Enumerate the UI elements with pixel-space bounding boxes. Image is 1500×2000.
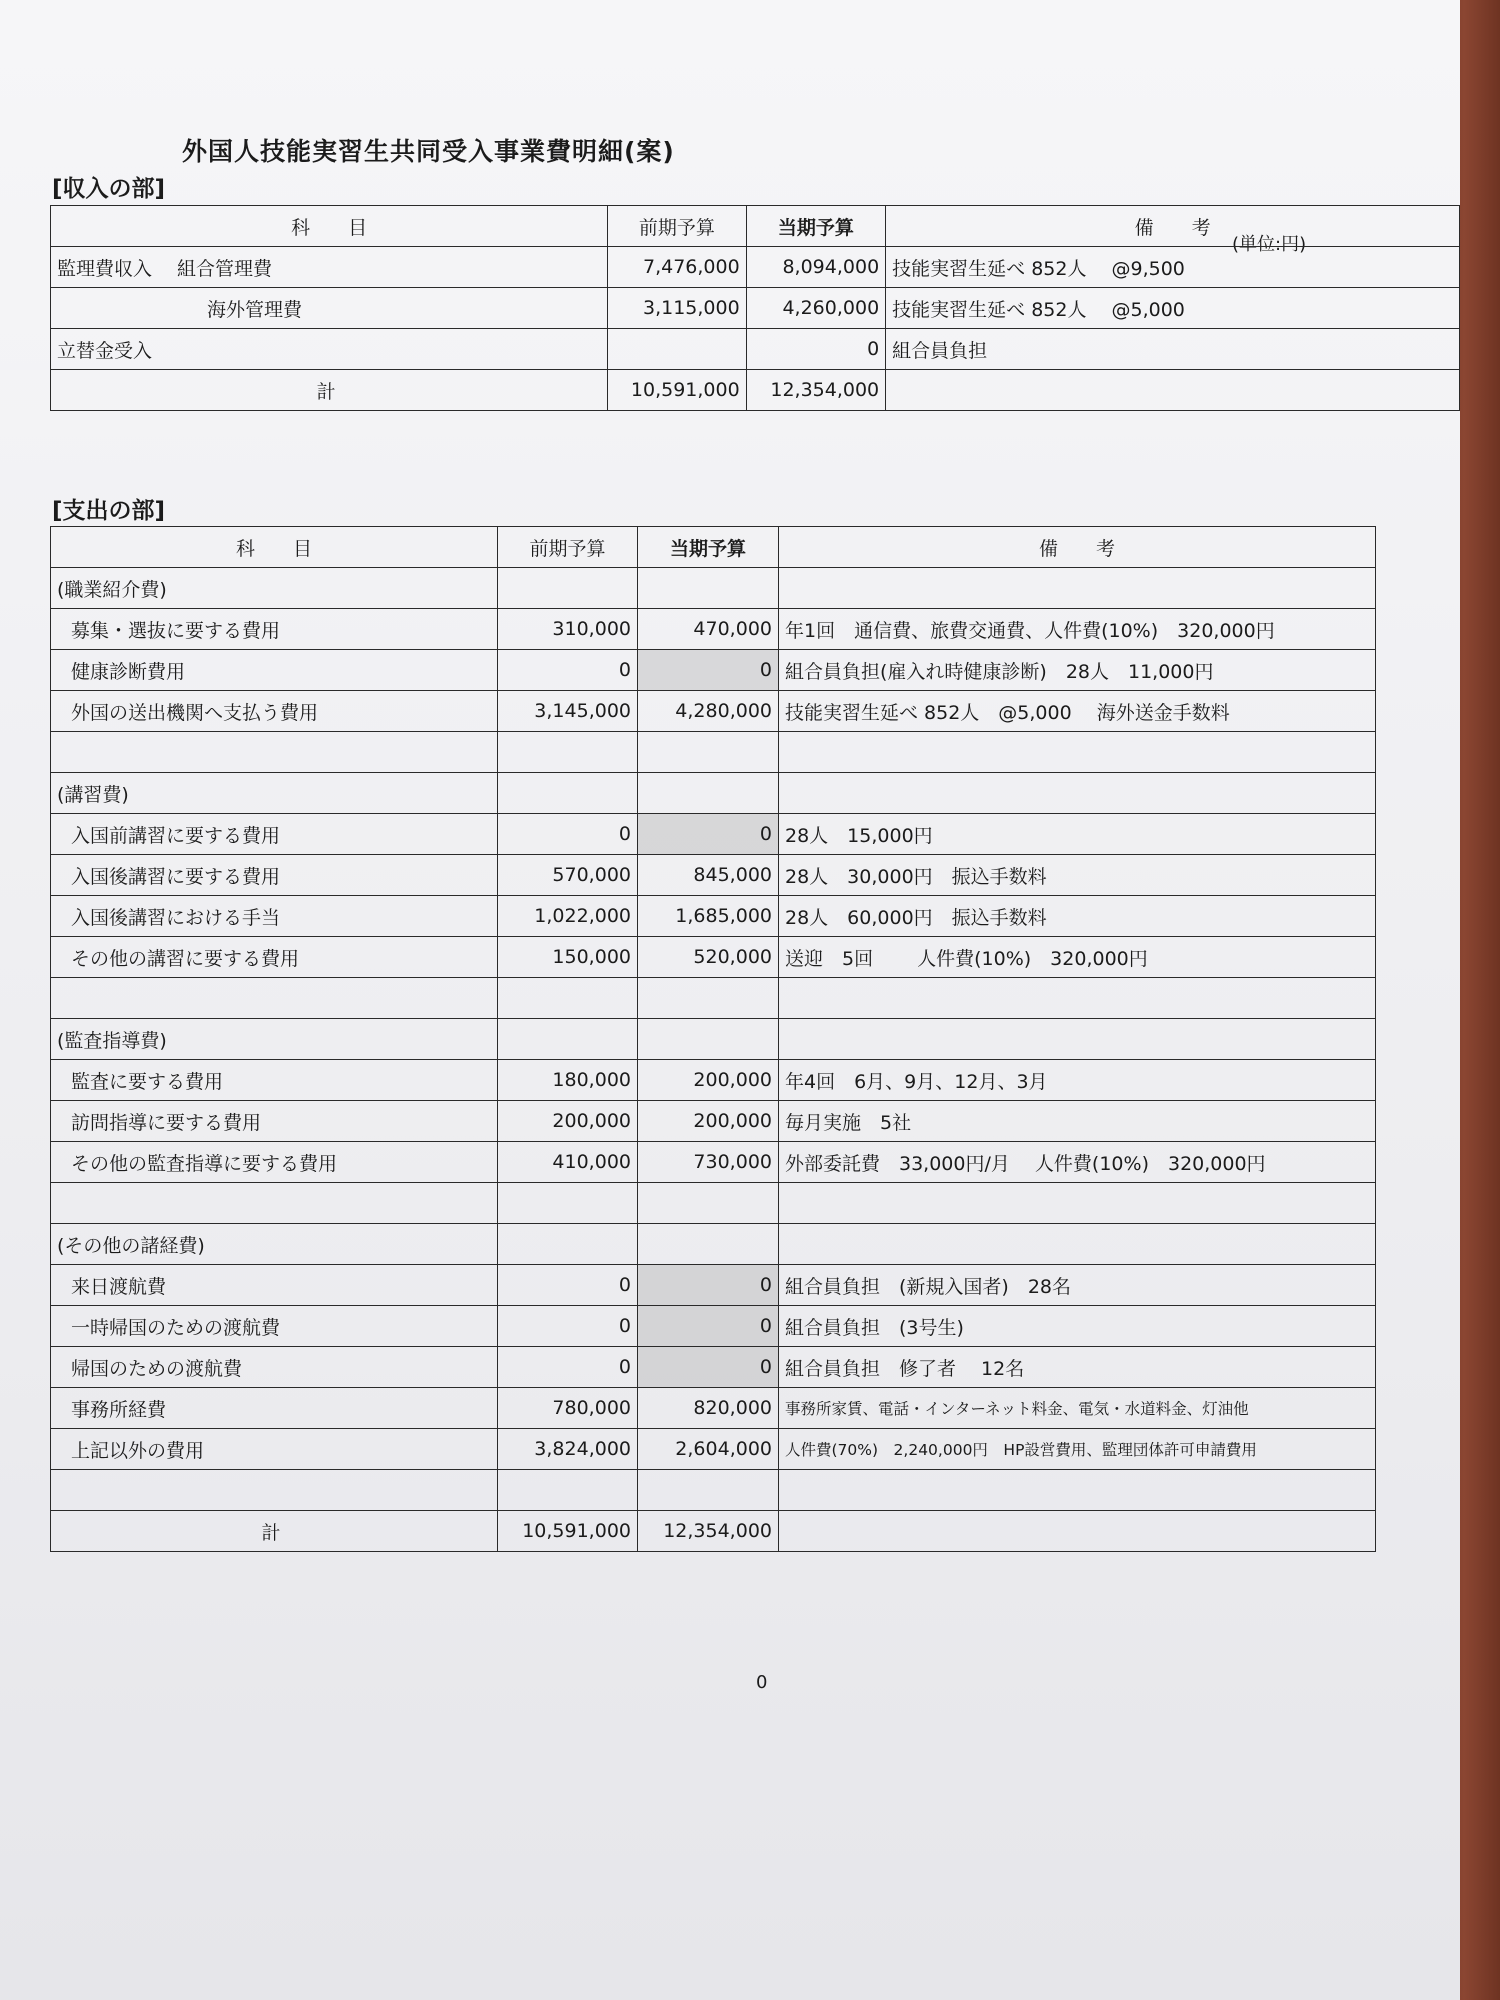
empty-cell: [51, 1183, 498, 1224]
category-label: (監査指導費): [51, 1019, 498, 1060]
blank-row: [51, 978, 1376, 1019]
table-row: [51, 691, 1376, 732]
row-current-budget: 845,000: [638, 855, 779, 896]
row-remarks: 技能実習生延べ 852人 @5,000 海外送金手数料: [779, 691, 1376, 732]
category-row: [51, 1019, 1376, 1060]
total-label: 計: [51, 1511, 498, 1552]
row-prev-budget: 3,824,000: [498, 1429, 638, 1470]
table-row: [51, 1388, 1376, 1429]
row-remarks: 年1回 通信費、旅費交通費、人件費(10%) 320,000円: [779, 609, 1376, 650]
table-row: [51, 1101, 1376, 1142]
row-prev-budget: 3,145,000: [498, 691, 638, 732]
row-remarks: 外部委託費 33,000円/月 人件費(10%) 320,000円: [779, 1142, 1376, 1183]
row-subject: その他の講習に要する費用: [51, 937, 498, 978]
category-row: [51, 1224, 1376, 1265]
table-row: [51, 814, 1376, 855]
row-subject: その他の監査指導に要する費用: [51, 1142, 498, 1183]
expense-header-row: [51, 527, 1376, 568]
row-current-budget: 8,094,000: [746, 247, 885, 288]
row-prev-budget: 180,000: [498, 1060, 638, 1101]
total-prev-budget: 10,591,000: [498, 1511, 638, 1552]
row-prev-budget: 200,000: [498, 1101, 638, 1142]
empty-cell: [498, 1183, 638, 1224]
unit-label: (単位:円): [1232, 234, 1307, 255]
empty-cell: [498, 1470, 638, 1511]
empty-cell: [498, 732, 638, 773]
row-prev-budget: 7,476,000: [608, 247, 747, 288]
empty-cell: [779, 568, 1376, 609]
empty-cell: [51, 1470, 498, 1511]
table-row: [51, 1347, 1376, 1388]
row-current-budget: 200,000: [638, 1101, 779, 1142]
row-current-budget: 0: [638, 1306, 779, 1347]
table-row: [51, 1060, 1376, 1101]
row-prev-budget: 0: [498, 814, 638, 855]
row-prev-budget: 0: [498, 1265, 638, 1306]
row-subject: 訪問指導に要する費用: [51, 1101, 498, 1142]
row-subject: 入国後講習に要する費用: [51, 855, 498, 896]
header-current-budget: 当期予算: [746, 206, 885, 247]
empty-cell: [498, 1019, 638, 1060]
row-current-budget: 520,000: [638, 937, 779, 978]
header-remarks: 備 考: [779, 527, 1376, 568]
empty-cell: [779, 1183, 1376, 1224]
row-remarks: 送迎 5回 人件費(10%) 320,000円: [779, 937, 1376, 978]
table-row: [51, 1142, 1376, 1183]
row-subject: 一時帰国のための渡航費: [51, 1306, 498, 1347]
row-subject: 健康診断費用: [51, 650, 498, 691]
row-prev-budget: 570,000: [498, 855, 638, 896]
table-row: [51, 855, 1376, 896]
row-current-budget: 4,280,000: [638, 691, 779, 732]
category-row: [51, 568, 1376, 609]
row-remarks: 事務所家賃、電話・インターネット料金、電気・水道料金、灯油他: [779, 1388, 1376, 1429]
row-prev-budget: 3,115,000: [608, 288, 747, 329]
document-title: 外国人技能実習生共同受入事業費明細(案): [182, 137, 675, 166]
empty-cell: [51, 978, 498, 1019]
row-current-budget: 4,260,000: [746, 288, 885, 329]
row-subject: 入国後講習における手当: [51, 896, 498, 937]
row-remarks: 28人 30,000円 振込手数料: [779, 855, 1376, 896]
row-current-budget: 0: [638, 1347, 779, 1388]
row-prev-budget: 150,000: [498, 937, 638, 978]
row-subject: 募集・選抜に要する費用: [51, 609, 498, 650]
row-current-budget: 200,000: [638, 1060, 779, 1101]
empty-cell: [779, 1470, 1376, 1511]
row-remarks: 年4回 6月、9月、12月、3月: [779, 1060, 1376, 1101]
empty-cell: [638, 773, 779, 814]
category-label: (講習費): [51, 773, 498, 814]
header-prev-budget: 前期予算: [608, 206, 747, 247]
row-current-budget: 0: [638, 650, 779, 691]
empty-cell: [51, 732, 498, 773]
row-subject: 監理費収入 組合管理費: [51, 247, 608, 288]
empty-cell: [498, 978, 638, 1019]
row-remarks: 28人 60,000円 振込手数料: [779, 896, 1376, 937]
row-remarks: 技能実習生延べ 852人 @5,000: [886, 288, 1460, 329]
empty-cell: [638, 1470, 779, 1511]
expense-table: [50, 526, 1376, 1552]
row-prev-budget: 310,000: [498, 609, 638, 650]
blank-row: [51, 1183, 1376, 1224]
table-row: [51, 329, 1460, 370]
header-current-budget: 当期予算: [638, 527, 779, 568]
row-remarks: 組合員負担 修了者 12名: [779, 1347, 1376, 1388]
row-remarks: 組合員負担 (3号生): [779, 1306, 1376, 1347]
header-prev-budget: 前期予算: [498, 527, 638, 568]
expense-total-row: [51, 1511, 1376, 1552]
row-subject: 帰国のための渡航費: [51, 1347, 498, 1388]
empty-cell: [498, 773, 638, 814]
income-total-row: [51, 370, 1460, 411]
table-row: [51, 288, 1460, 329]
table-row: [51, 247, 1460, 288]
row-current-budget: 820,000: [638, 1388, 779, 1429]
row-subject: 監査に要する費用: [51, 1060, 498, 1101]
empty-cell: [638, 732, 779, 773]
row-prev-budget: 780,000: [498, 1388, 638, 1429]
table-row: [51, 650, 1376, 691]
row-current-budget: 0: [638, 1265, 779, 1306]
category-label: (職業紹介費): [51, 568, 498, 609]
row-prev-budget: 1,022,000: [498, 896, 638, 937]
total-current-budget: 12,354,000: [638, 1511, 779, 1552]
expense-section-label: [支出の部]: [52, 498, 166, 524]
row-remarks: 人件費(70%) 2,240,000円 HP設営費用、監理団体許可申請費用: [779, 1429, 1376, 1470]
row-current-budget: 0: [746, 329, 885, 370]
empty-cell: [498, 1224, 638, 1265]
row-remarks: 組合員負担 (新規入国者) 28名: [779, 1265, 1376, 1306]
row-current-budget: 730,000: [638, 1142, 779, 1183]
row-prev-budget: 0: [498, 1306, 638, 1347]
category-row: [51, 773, 1376, 814]
row-remarks: 組合員負担(雇入れ時健康診断) 28人 11,000円: [779, 650, 1376, 691]
header-subject: 科 目: [51, 206, 608, 247]
empty-cell: [638, 978, 779, 1019]
row-subject: 事務所経費: [51, 1388, 498, 1429]
blank-row: [51, 732, 1376, 773]
income-section-label: [収入の部]: [52, 176, 166, 202]
row-remarks: 毎月実施 5社: [779, 1101, 1376, 1142]
empty-cell: [779, 732, 1376, 773]
row-prev-budget: 410,000: [498, 1142, 638, 1183]
empty-cell: [638, 1183, 779, 1224]
header-subject: 科 目: [51, 527, 498, 568]
blank-row: [51, 1470, 1376, 1511]
empty-cell: [779, 1019, 1376, 1060]
total-remarks: [779, 1511, 1376, 1552]
category-label: (その他の諸経費): [51, 1224, 498, 1265]
row-current-budget: 470,000: [638, 609, 779, 650]
income-header-row: [51, 206, 1460, 247]
empty-cell: [779, 978, 1376, 1019]
empty-cell: [779, 1224, 1376, 1265]
row-prev-budget: 0: [498, 650, 638, 691]
row-prev-budget: 0: [498, 1347, 638, 1388]
table-row: [51, 896, 1376, 937]
row-subject: 立替金受入: [51, 329, 608, 370]
table-row: [51, 1306, 1376, 1347]
empty-cell: [638, 1224, 779, 1265]
row-subject: 上記以外の費用: [51, 1429, 498, 1470]
row-subject: 入国前講習に要する費用: [51, 814, 498, 855]
total-prev-budget: 10,591,000: [608, 370, 747, 411]
row-current-budget: 0: [638, 814, 779, 855]
header-remarks: 備 考: [886, 206, 1460, 247]
table-row: [51, 937, 1376, 978]
empty-cell: [498, 568, 638, 609]
total-label: 計: [51, 370, 608, 411]
income-table: [50, 205, 1460, 411]
table-row: [51, 609, 1376, 650]
row-current-budget: 1,685,000: [638, 896, 779, 937]
total-current-budget: 12,354,000: [746, 370, 885, 411]
row-subject: 海外管理費: [51, 288, 608, 329]
total-remarks: [886, 370, 1460, 411]
empty-cell: [638, 1019, 779, 1060]
row-remarks: 組合員負担: [886, 329, 1460, 370]
difference-value: 0: [756, 1672, 768, 1693]
empty-cell: [638, 568, 779, 609]
row-current-budget: 2,604,000: [638, 1429, 779, 1470]
row-remarks: 技能実習生延べ 852人 @9,500: [886, 247, 1460, 288]
table-row: [51, 1429, 1376, 1470]
table-row: [51, 1265, 1376, 1306]
row-prev-budget: [608, 329, 747, 370]
row-subject: 外国の送出機関へ支払う費用: [51, 691, 498, 732]
empty-cell: [779, 773, 1376, 814]
row-subject: 来日渡航費: [51, 1265, 498, 1306]
row-remarks: 28人 15,000円: [779, 814, 1376, 855]
